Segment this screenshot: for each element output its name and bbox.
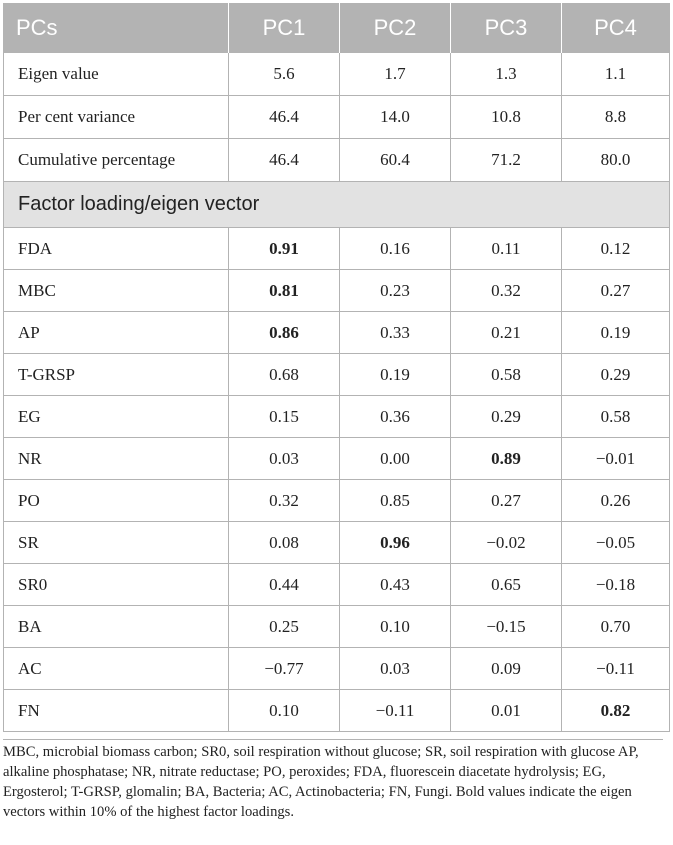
- table-cell: 0.86: [229, 312, 340, 354]
- table-footnote: [3, 739, 663, 822]
- table-cell: 0.00: [340, 438, 451, 480]
- table-cell: 0.11: [451, 228, 562, 270]
- table-row: [4, 139, 670, 182]
- table-cell: 5.6: [229, 53, 340, 96]
- table-cell: 14.0: [340, 96, 451, 139]
- table-cell: 0.03: [229, 438, 340, 480]
- table-cell: 0.29: [451, 396, 562, 438]
- table-cell: 0.26: [562, 480, 670, 522]
- row-label: T-GRSP: [4, 354, 229, 396]
- table-cell: 46.4: [229, 139, 340, 182]
- table-cell: −0.11: [562, 648, 670, 690]
- table-cell: 0.33: [340, 312, 451, 354]
- row-label: AC: [4, 648, 229, 690]
- table-cell: 0.27: [451, 480, 562, 522]
- table-cell: 1.7: [340, 53, 451, 96]
- table-row: [4, 606, 670, 648]
- table-cell: −0.77: [229, 648, 340, 690]
- table-cell: 0.21: [451, 312, 562, 354]
- table-row: [4, 522, 670, 564]
- section-title: Factor loading/eigen vector: [4, 182, 670, 228]
- table-cell: 60.4: [340, 139, 451, 182]
- table-cell: 0.58: [451, 354, 562, 396]
- header-cell-pc3: PC3: [451, 3, 562, 53]
- table-cell: 0.68: [229, 354, 340, 396]
- table-row: [4, 96, 670, 139]
- table-cell: 0.19: [340, 354, 451, 396]
- row-label: EG: [4, 396, 229, 438]
- table-cell: 0.89: [451, 438, 562, 480]
- table-cell: 46.4: [229, 96, 340, 139]
- table-cell: 71.2: [451, 139, 562, 182]
- table-row: [4, 312, 670, 354]
- header-cell-pc4: PC4: [562, 3, 670, 53]
- table-cell: 0.29: [562, 354, 670, 396]
- table-cell: 0.03: [340, 648, 451, 690]
- table-row: [4, 228, 670, 270]
- row-label: Cumulative percentage: [4, 139, 229, 182]
- table-body: [4, 53, 670, 732]
- table-cell: 0.65: [451, 564, 562, 606]
- header-cell-pc2: PC2: [340, 3, 451, 53]
- table-row: [4, 480, 670, 522]
- table-cell: 0.32: [229, 480, 340, 522]
- table-cell: 0.01: [451, 690, 562, 732]
- table-header: [4, 3, 670, 53]
- table-cell: 0.70: [562, 606, 670, 648]
- row-label: MBC: [4, 270, 229, 312]
- table-cell: −0.15: [451, 606, 562, 648]
- table-row: [4, 396, 670, 438]
- row-label: BA: [4, 606, 229, 648]
- table-cell: 0.85: [340, 480, 451, 522]
- table-row: [4, 690, 670, 732]
- table-cell: −0.18: [562, 564, 670, 606]
- row-label: FDA: [4, 228, 229, 270]
- footnote-text: MBC, microbial biomass carbon; SR0, soil respiration without glucose; SR, soil respiration with glucose AP, alkaline phosphatase; NR, nitrate reductase; PO, peroxides; FDA, fluorescein diacetate hydrolysis; EG, Ergosterol; T-GRSP, glomalin; BA, Bacteria; AC, Actinobacteria; FN, Fungi. Bold values indicate the eigen vectors within 10% of the highest factor loadings.: [3, 744, 639, 820]
- table-row: [4, 53, 670, 96]
- table-cell: 0.91: [229, 228, 340, 270]
- table-cell: −0.01: [562, 438, 670, 480]
- table-cell: 0.15: [229, 396, 340, 438]
- row-label: Eigen value: [4, 53, 229, 96]
- table-cell: 0.23: [340, 270, 451, 312]
- pca-table: [3, 3, 670, 732]
- table-cell: 1.1: [562, 53, 670, 96]
- table-row: [4, 354, 670, 396]
- table-row: [4, 270, 670, 312]
- table-cell: 10.8: [451, 96, 562, 139]
- table-cell: 0.19: [562, 312, 670, 354]
- pca-table-container: [3, 3, 669, 732]
- table-cell: 0.27: [562, 270, 670, 312]
- table-cell: 0.81: [229, 270, 340, 312]
- table-cell: 80.0: [562, 139, 670, 182]
- row-label: AP: [4, 312, 229, 354]
- table-cell: 8.8: [562, 96, 670, 139]
- row-label: Per cent variance: [4, 96, 229, 139]
- table-cell: 0.10: [229, 690, 340, 732]
- table-cell: 0.25: [229, 606, 340, 648]
- table-row: [4, 564, 670, 606]
- table-cell: 0.10: [340, 606, 451, 648]
- table-cell: 0.44: [229, 564, 340, 606]
- table-cell: 0.36: [340, 396, 451, 438]
- table-cell: 0.43: [340, 564, 451, 606]
- table-cell: 0.32: [451, 270, 562, 312]
- table-cell: 0.12: [562, 228, 670, 270]
- table-cell: −0.02: [451, 522, 562, 564]
- table-cell: 0.09: [451, 648, 562, 690]
- table-cell: −0.05: [562, 522, 670, 564]
- header-cell-pc1: PC1: [229, 3, 340, 53]
- row-label: PO: [4, 480, 229, 522]
- row-label: SR: [4, 522, 229, 564]
- row-label: SR0: [4, 564, 229, 606]
- table-cell: 0.58: [562, 396, 670, 438]
- table-row: [4, 438, 670, 480]
- table-cell: 1.3: [451, 53, 562, 96]
- table-row: [4, 648, 670, 690]
- table-cell: 0.96: [340, 522, 451, 564]
- section-row: [4, 182, 670, 228]
- table-cell: 0.08: [229, 522, 340, 564]
- header-cell-pcs: PCs: [4, 3, 229, 53]
- header-row: [4, 3, 670, 53]
- row-label: FN: [4, 690, 229, 732]
- table-cell: −0.11: [340, 690, 451, 732]
- table-cell: 0.16: [340, 228, 451, 270]
- table-cell: 0.82: [562, 690, 670, 732]
- row-label: NR: [4, 438, 229, 480]
